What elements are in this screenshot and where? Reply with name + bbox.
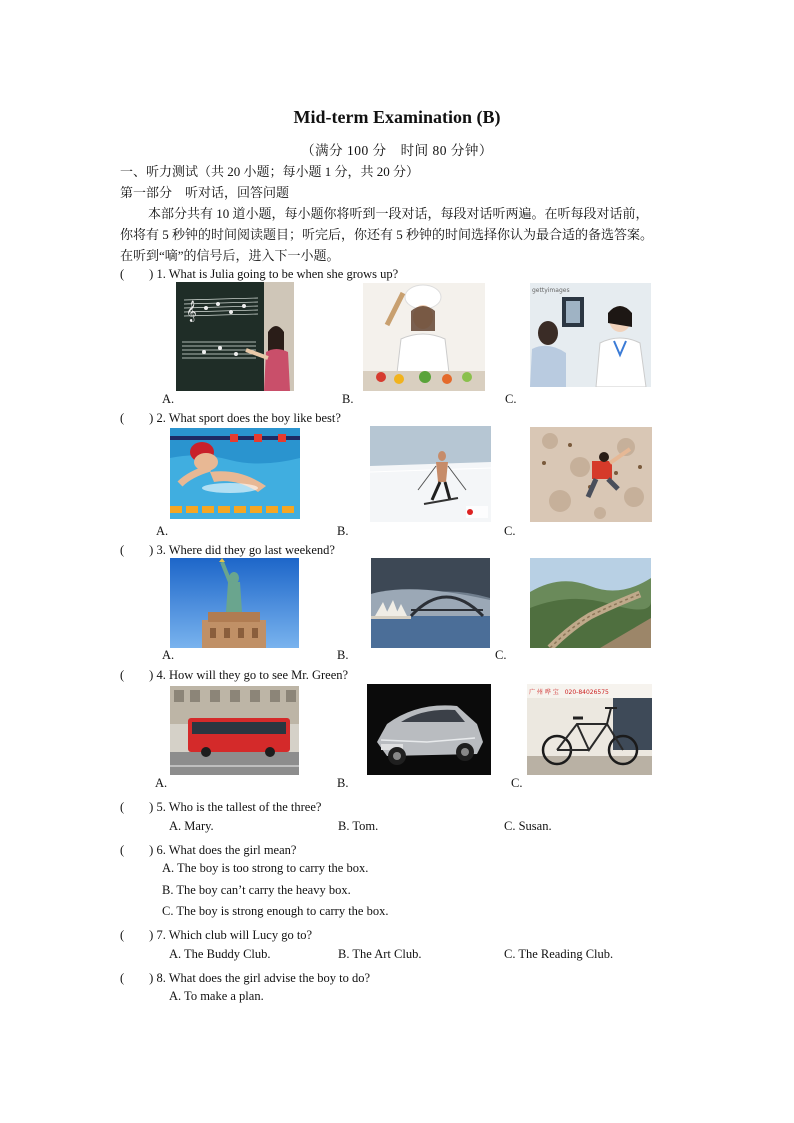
answer-blank[interactable]: ( ) bbox=[120, 267, 154, 281]
skiing-image bbox=[370, 426, 491, 522]
question-8 bbox=[120, 968, 370, 986]
q7-option-b[interactable]: B. The Art Club. bbox=[338, 947, 422, 961]
question-1 bbox=[120, 264, 398, 282]
question-text: 7. Which club will Lucy go to? bbox=[156, 928, 313, 942]
exam-title: Mid-term Examination (B) bbox=[293, 107, 501, 127]
question-7 bbox=[120, 925, 312, 943]
statue-of-liberty-image bbox=[170, 558, 299, 648]
q4-option-a[interactable]: A. bbox=[155, 776, 168, 790]
question-text: 5. Who is the tallest of the three? bbox=[156, 800, 322, 814]
instructions-line-3: 在听到“嘀”的信号后，进入下一小题。 bbox=[120, 248, 340, 263]
question-6 bbox=[120, 840, 296, 858]
question-4 bbox=[120, 665, 348, 683]
swimming-image bbox=[170, 428, 300, 519]
answer-blank[interactable]: ( ) bbox=[120, 668, 154, 682]
getty-watermark: gettyimages bbox=[532, 287, 570, 294]
question-5 bbox=[120, 797, 321, 815]
question-text: 1. What is Julia going to be when she grows up? bbox=[156, 267, 399, 281]
bus-image bbox=[170, 686, 299, 775]
q3-option-a[interactable]: A. bbox=[162, 648, 175, 662]
q2-option-a[interactable]: A. bbox=[156, 524, 169, 538]
q5-option-a[interactable]: A. Mary. bbox=[169, 819, 214, 833]
answer-blank[interactable]: ( ) bbox=[120, 800, 154, 814]
q2-option-b[interactable]: B. bbox=[337, 524, 349, 538]
question-text: 2. What sport does the boy like best? bbox=[156, 411, 341, 425]
car-image bbox=[367, 684, 491, 775]
answer-blank[interactable]: ( ) bbox=[120, 411, 154, 425]
bicycle-image bbox=[527, 684, 652, 775]
answer-blank[interactable]: ( ) bbox=[120, 843, 154, 857]
answer-blank[interactable]: ( ) bbox=[120, 971, 154, 985]
great-wall-image bbox=[530, 558, 651, 648]
answer-blank[interactable]: ( ) bbox=[120, 928, 154, 942]
q5-option-c[interactable]: C. Susan. bbox=[504, 819, 552, 833]
shop-sign-text: 广 州 哗 宝 020-84026575 bbox=[529, 689, 609, 696]
question-3 bbox=[120, 540, 335, 558]
part-heading: 第一部分 听对话，回答问题 bbox=[120, 185, 290, 200]
q8-option-a[interactable]: A. To make a plan. bbox=[169, 989, 264, 1003]
question-2 bbox=[120, 408, 341, 426]
answer-blank[interactable]: ( ) bbox=[120, 543, 154, 557]
q7-option-c[interactable]: C. The Reading Club. bbox=[504, 947, 614, 961]
q3-option-b[interactable]: B. bbox=[337, 648, 349, 662]
doctor-image bbox=[530, 283, 651, 387]
q3-option-c[interactable]: C. bbox=[495, 648, 507, 662]
q5-option-b[interactable]: B. Tom. bbox=[338, 819, 379, 833]
q4-option-c[interactable]: C. bbox=[511, 776, 523, 790]
chef-image bbox=[363, 283, 485, 391]
q1-option-a[interactable]: A. bbox=[162, 392, 175, 406]
question-text: 6. What does the girl mean? bbox=[156, 843, 297, 857]
q6-option-a[interactable]: A. The boy is too strong to carry the box. bbox=[162, 861, 369, 875]
question-text: 3. Where did they go last weekend? bbox=[156, 543, 335, 557]
q7-option-a[interactable]: A. The Buddy Club. bbox=[169, 947, 271, 961]
exam-subtitle: （满分 100 分 时间 80 分钟） bbox=[301, 143, 493, 158]
q6-option-b[interactable]: B. The boy can’t carry the heavy box. bbox=[162, 883, 351, 897]
q1-option-c[interactable]: C. bbox=[505, 392, 517, 406]
section-heading: 一、听力测试（共 20 小题；每小题 1 分，共 20 分） bbox=[120, 164, 420, 179]
q4-option-b[interactable]: B. bbox=[337, 776, 349, 790]
sydney-opera-house-image bbox=[371, 558, 490, 648]
svg-text:𝄞: 𝄞 bbox=[186, 301, 197, 322]
q6-option-c[interactable]: C. The boy is strong enough to carry the box. bbox=[162, 904, 389, 918]
instructions-line-1: 本部分共有 10 道小题，每小题你将听到一段对话，每段对话听两遍。在听每段对话前， bbox=[148, 206, 649, 221]
instructions-line-2: 你将有 5 秒钟的时间阅读题目；听完后，你还有 5 秒钟的时间选择你认为最合适的备选答案。 bbox=[120, 227, 654, 242]
climbing-image bbox=[530, 427, 652, 522]
question-text: 8. What does the girl advise the boy to do? bbox=[156, 971, 371, 985]
teacher-image bbox=[176, 282, 294, 391]
q1-option-b[interactable]: B. bbox=[342, 392, 354, 406]
question-text: 4. How will they go to see Mr. Green? bbox=[156, 668, 349, 682]
q2-option-c[interactable]: C. bbox=[504, 524, 516, 538]
